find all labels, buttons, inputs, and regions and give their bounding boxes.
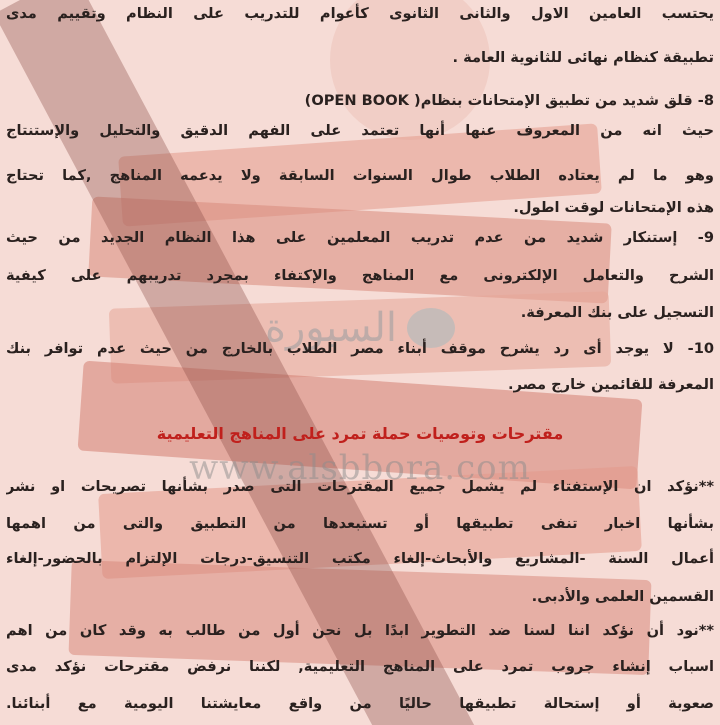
text-line: اسباب إنشاء جروب تمرد على المناهج التعليمية, لكننا نرفض مقترحات نؤكد مدى <box>6 658 714 675</box>
text-line: صعوبة أو إستحالة تطبيقها حاليًا من واقع معايشتنا اليومية مع أبنائنا. <box>6 695 714 712</box>
text-line: **نؤكد ان الإستفتاء لم يشمل جميع المقترحات التى صدر بشأنها تصريحات او نشر <box>6 478 714 495</box>
text-line: وهو ما لم يعتاده الطلاب طوال السنوات السابقة ولا يدعمه المناهج ,كما تحتاج <box>6 167 714 184</box>
section-heading: مقترحات وتوصيات حملة تمرد على المناهج التعليمية <box>156 424 564 443</box>
text-line: 9- إستنكار شديد من عدم تدريب المعلمين على هذا النظام الجديد من حيث <box>6 229 714 246</box>
text-line: هذه الإمتحانات لوقت اطول. <box>513 199 714 216</box>
text-line: أعمال السنة -المشاريع والأبحاث-إلغاء مكتب التنسيق-درجات الإلتزام بالحضور-إلغاء <box>6 550 714 567</box>
watermark-logo-text: السبورة <box>265 305 397 351</box>
text-line: يحتسب العامين الاول والثانى الثانوى كأعوام للتدريب على النظام وتقييم مدى <box>6 5 714 22</box>
text-line: حيث انه من المعروف عنها أنها تعتمد على الفهم الدقيق والتحليل والإستنتاج <box>6 122 714 139</box>
text-line: الشرح والتعامل الإلكترونى مع المناهج والإكتفاء بمجرد تدريبهم على كيفية <box>6 267 714 284</box>
text-line: بشأنها اخبار تنفى تطبيقها أو تستبعدها من التطبيق والتى من اهمها <box>6 515 714 532</box>
text-line: المعرفة للقائمين خارج مصر. <box>508 376 714 393</box>
text-line: التسجيل على بنك المعرفة. <box>520 304 714 321</box>
text-line: القسمين العلمى والأدبى. <box>531 588 714 605</box>
text-line: 10- لا يوجد أى رد يشرح موقف أبناء مصر الطلاب بالخارج من حيث عدم توافر بنك <box>6 340 714 357</box>
watermark-url: www.alsbbora.com <box>189 448 531 488</box>
text-line: تطبيقة كنظام نهائى للثانوية العامة . <box>452 49 714 66</box>
text-line: **نود أن نؤكد اننا لسنا ضد التطوير ابدًا بل نحن أول من طالب به وقد كان من اهم <box>6 622 714 639</box>
text-line: 8- قلق شديد من تطبيق الإمتحانات بنظام( OPEN BOOK) <box>304 92 714 109</box>
